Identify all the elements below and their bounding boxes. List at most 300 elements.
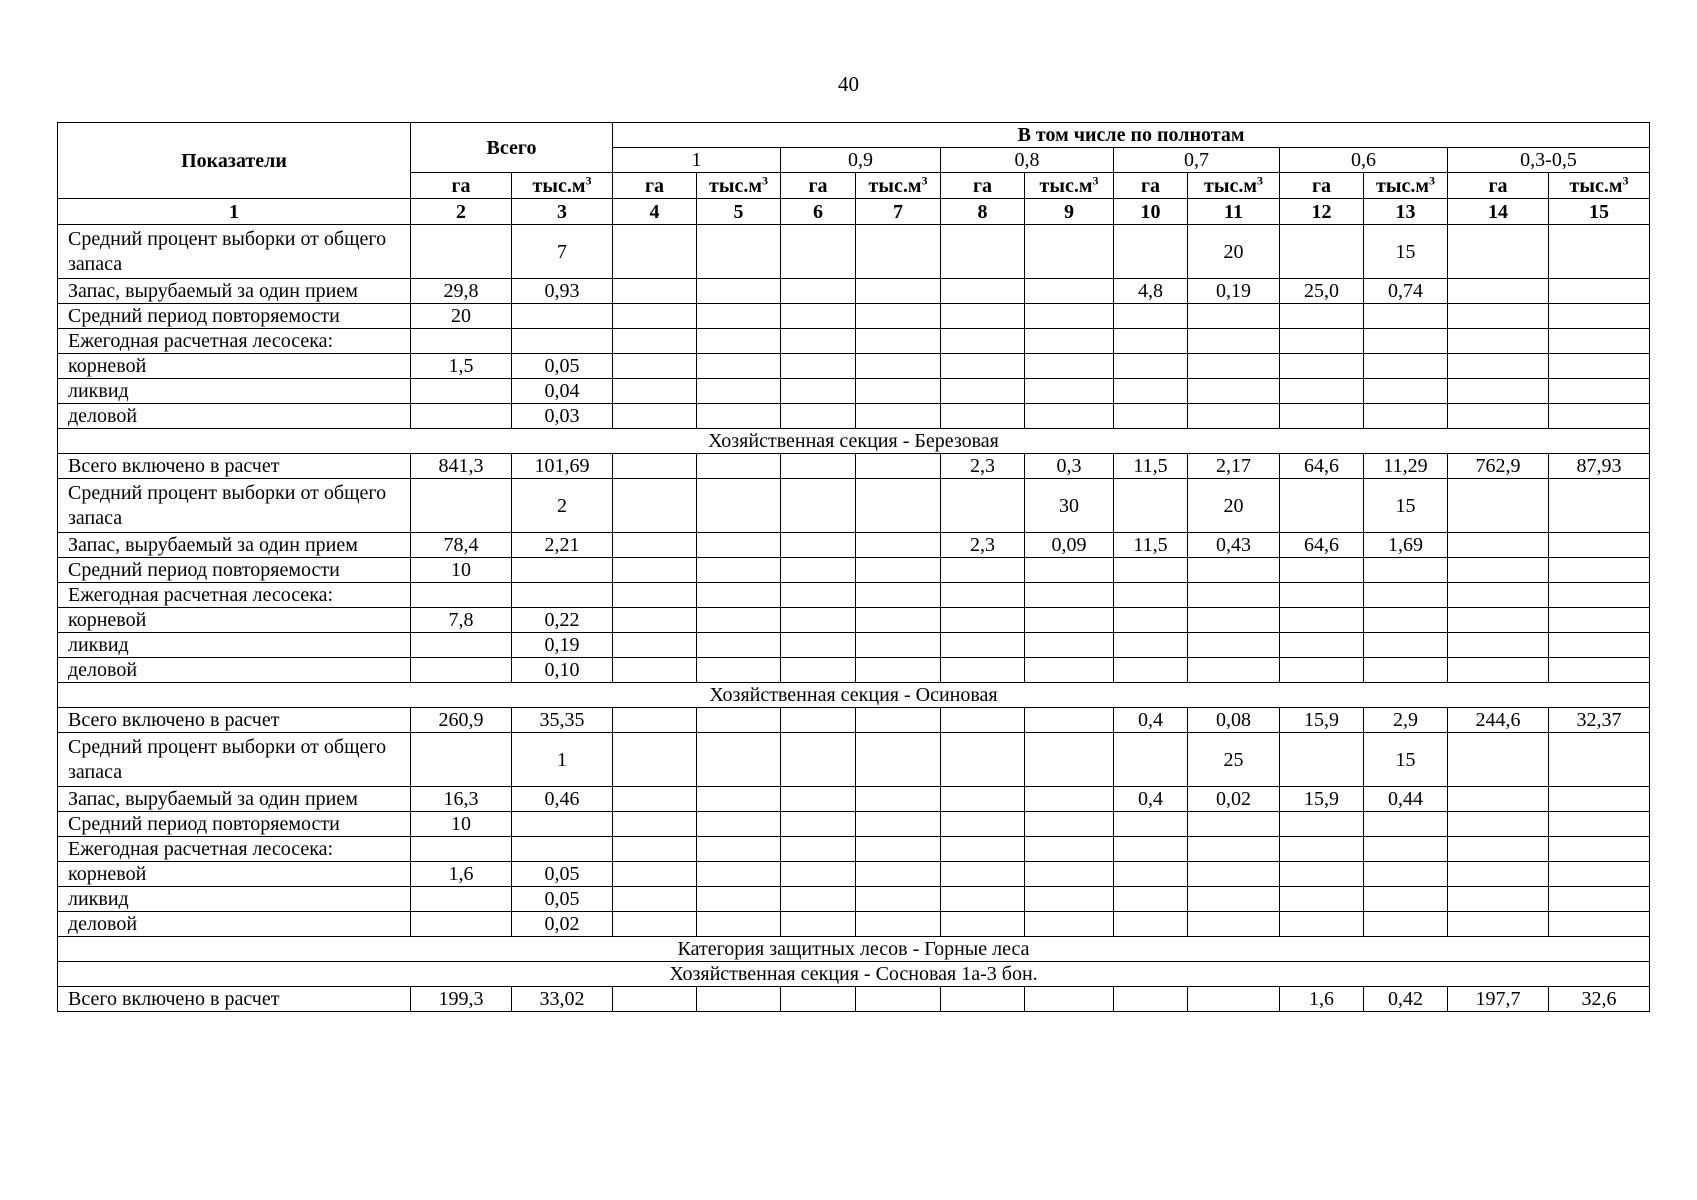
table-cell: 15 bbox=[1364, 733, 1448, 787]
table-cell bbox=[1280, 862, 1364, 887]
table-cell bbox=[1025, 812, 1114, 837]
row-label: корневой bbox=[58, 608, 411, 633]
table-cell: 15,9 bbox=[1280, 708, 1364, 733]
table-row bbox=[58, 583, 1650, 608]
table-cell bbox=[1025, 225, 1114, 279]
table-cell bbox=[1280, 354, 1364, 379]
table-cell: 0,05 bbox=[512, 887, 613, 912]
table-cell bbox=[1448, 279, 1549, 304]
table-cell bbox=[1448, 608, 1549, 633]
table-cell bbox=[1188, 379, 1280, 404]
table-cell bbox=[613, 379, 697, 404]
page-number: 40 bbox=[838, 72, 859, 96]
table-cell bbox=[1280, 379, 1364, 404]
table-cell bbox=[1188, 583, 1280, 608]
table-cell bbox=[856, 608, 941, 633]
table-cell bbox=[781, 379, 856, 404]
row-label: Всего включено в расчет bbox=[58, 454, 411, 479]
table-cell bbox=[1549, 912, 1650, 937]
unit-volume-text: тыс.м bbox=[1204, 174, 1257, 197]
table-cell bbox=[941, 404, 1025, 429]
table-cell bbox=[941, 354, 1025, 379]
row-label: Средний процент выборки от общего запаса bbox=[58, 479, 411, 533]
table-row bbox=[58, 479, 1650, 533]
table-cell bbox=[411, 225, 512, 279]
table-cell bbox=[512, 558, 613, 583]
table-cell bbox=[697, 379, 781, 404]
column-number: 11 bbox=[1188, 199, 1280, 225]
table-cell bbox=[613, 608, 697, 633]
table-cell: 10 bbox=[411, 558, 512, 583]
column-number: 13 bbox=[1364, 199, 1448, 225]
table-cell bbox=[1549, 379, 1650, 404]
table-cell: 197,7 bbox=[1448, 987, 1549, 1012]
table-cell bbox=[613, 812, 697, 837]
table-cell bbox=[411, 329, 512, 354]
column-number: 14 bbox=[1448, 199, 1549, 225]
table-cell bbox=[856, 837, 941, 862]
table-cell bbox=[1025, 354, 1114, 379]
row-label: деловой bbox=[58, 912, 411, 937]
table-cell: 244,6 bbox=[1448, 708, 1549, 733]
table-cell bbox=[411, 733, 512, 787]
table-cell bbox=[1364, 887, 1448, 912]
table-cell bbox=[781, 479, 856, 533]
table-cell: 1 bbox=[512, 733, 613, 787]
table-cell: 101,69 bbox=[512, 454, 613, 479]
table-cell: 0,43 bbox=[1188, 533, 1280, 558]
table-cell bbox=[1280, 404, 1364, 429]
unit-area-header: га bbox=[411, 173, 512, 199]
table-cell bbox=[1025, 708, 1114, 733]
table-cell bbox=[856, 533, 941, 558]
table-cell: 15,9 bbox=[1280, 787, 1364, 812]
row-label: Запас, вырубаемый за один прием bbox=[58, 533, 411, 558]
table-cell bbox=[613, 304, 697, 329]
unit-area-header: га bbox=[613, 173, 697, 199]
unit-volume-text: тыс.м bbox=[532, 174, 586, 197]
table-row bbox=[58, 837, 1650, 862]
table-cell bbox=[856, 887, 941, 912]
table-cell bbox=[1280, 633, 1364, 658]
table-cell bbox=[411, 912, 512, 937]
unit-volume-superscript: 3 bbox=[1256, 172, 1263, 187]
table-cell bbox=[1549, 304, 1650, 329]
table-cell bbox=[1114, 304, 1188, 329]
table-cell bbox=[1364, 304, 1448, 329]
table-cell bbox=[1025, 633, 1114, 658]
table-cell: 1,69 bbox=[1364, 533, 1448, 558]
table-cell bbox=[781, 862, 856, 887]
section-title: Хозяйственная секция - Осиновая bbox=[58, 683, 1650, 708]
unit-volume-text: тыс.м bbox=[1569, 174, 1623, 197]
table-cell bbox=[1114, 658, 1188, 683]
table-cell bbox=[781, 987, 856, 1012]
table-cell bbox=[941, 329, 1025, 354]
unit-area-header: га bbox=[781, 173, 856, 199]
table-cell: 11,5 bbox=[1114, 454, 1188, 479]
table-cell bbox=[781, 708, 856, 733]
forest-table-container bbox=[57, 122, 1650, 1012]
table-cell bbox=[1188, 354, 1280, 379]
unit-volume-text: тыс.м bbox=[709, 174, 762, 197]
table-cell bbox=[1025, 379, 1114, 404]
table-cell bbox=[1188, 608, 1280, 633]
table-cell bbox=[1549, 583, 1650, 608]
section-title: Хозяйственная секция - Березовая bbox=[58, 429, 1650, 454]
header-row-1 bbox=[58, 123, 1650, 148]
row-label: ликвид bbox=[58, 887, 411, 912]
unit-volume-superscript: 3 bbox=[1092, 172, 1099, 187]
table-cell bbox=[613, 454, 697, 479]
section-header-row bbox=[58, 683, 1650, 708]
table-cell bbox=[856, 404, 941, 429]
table-cell bbox=[1188, 837, 1280, 862]
unit-volume-header bbox=[1364, 173, 1448, 199]
table-cell: 64,6 bbox=[1280, 454, 1364, 479]
table-cell bbox=[697, 533, 781, 558]
table-cell bbox=[613, 912, 697, 937]
table-cell: 2 bbox=[512, 479, 613, 533]
table-cell bbox=[1364, 354, 1448, 379]
table-cell bbox=[1549, 787, 1650, 812]
table-cell bbox=[1549, 733, 1650, 787]
table-cell bbox=[1114, 404, 1188, 429]
table-cell bbox=[941, 987, 1025, 1012]
table-row bbox=[58, 633, 1650, 658]
table-cell bbox=[781, 558, 856, 583]
table-cell: 260,9 bbox=[411, 708, 512, 733]
table-cell: 0,19 bbox=[1188, 279, 1280, 304]
unit-volume-header bbox=[856, 173, 941, 199]
table-cell bbox=[1114, 608, 1188, 633]
table-cell bbox=[856, 987, 941, 1012]
table-cell bbox=[856, 633, 941, 658]
table-cell bbox=[1280, 225, 1364, 279]
row-label: корневой bbox=[58, 354, 411, 379]
table-cell bbox=[512, 812, 613, 837]
header-density: 0,3-0,5 bbox=[1448, 148, 1650, 173]
unit-volume-text: тыс.м bbox=[1376, 174, 1429, 197]
column-number: 15 bbox=[1549, 199, 1650, 225]
table-cell: 20 bbox=[1188, 479, 1280, 533]
table-cell bbox=[1280, 608, 1364, 633]
table-cell: 25,0 bbox=[1280, 279, 1364, 304]
table-cell bbox=[1280, 887, 1364, 912]
table-cell bbox=[613, 862, 697, 887]
table-row bbox=[58, 304, 1650, 329]
unit-volume-text: тыс.м bbox=[1039, 174, 1093, 197]
table-cell bbox=[1025, 279, 1114, 304]
table-cell bbox=[856, 304, 941, 329]
table-row bbox=[58, 558, 1650, 583]
table-cell bbox=[1188, 304, 1280, 329]
table-cell bbox=[1549, 533, 1650, 558]
table-cell bbox=[1280, 658, 1364, 683]
table-row bbox=[58, 354, 1650, 379]
unit-volume-superscript: 3 bbox=[585, 172, 592, 187]
table-cell bbox=[1448, 633, 1549, 658]
table-cell bbox=[856, 329, 941, 354]
table-row bbox=[58, 862, 1650, 887]
table-cell bbox=[697, 887, 781, 912]
table-cell bbox=[1114, 837, 1188, 862]
table-cell: 0,05 bbox=[512, 862, 613, 887]
table-cell: 1,6 bbox=[1280, 987, 1364, 1012]
table-cell bbox=[781, 583, 856, 608]
table-cell bbox=[1114, 583, 1188, 608]
table-cell bbox=[1114, 479, 1188, 533]
table-cell: 29,8 bbox=[411, 279, 512, 304]
table-cell bbox=[1114, 812, 1188, 837]
table-cell bbox=[856, 733, 941, 787]
table-cell bbox=[411, 887, 512, 912]
table-cell bbox=[1448, 837, 1549, 862]
table-cell bbox=[512, 304, 613, 329]
table-cell bbox=[1114, 887, 1188, 912]
table-cell bbox=[781, 329, 856, 354]
table-cell bbox=[697, 329, 781, 354]
table-cell bbox=[856, 225, 941, 279]
table-cell bbox=[856, 812, 941, 837]
table-cell bbox=[1549, 479, 1650, 533]
table-cell bbox=[1448, 533, 1549, 558]
unit-volume-header bbox=[1549, 173, 1650, 199]
table-cell bbox=[781, 454, 856, 479]
table-cell: 1,6 bbox=[411, 862, 512, 887]
table-cell bbox=[781, 354, 856, 379]
table-cell bbox=[1188, 658, 1280, 683]
table-cell bbox=[1549, 404, 1650, 429]
table-cell bbox=[1549, 558, 1650, 583]
table-cell bbox=[697, 862, 781, 887]
table-cell bbox=[1025, 912, 1114, 937]
table-cell bbox=[613, 987, 697, 1012]
table-cell bbox=[697, 354, 781, 379]
table-cell bbox=[1188, 558, 1280, 583]
unit-volume-superscript: 3 bbox=[1622, 172, 1629, 187]
table-cell bbox=[1025, 987, 1114, 1012]
table-row bbox=[58, 658, 1650, 683]
unit-area-header: га bbox=[1114, 173, 1188, 199]
table-cell: 10 bbox=[411, 812, 512, 837]
table-cell: 87,93 bbox=[1549, 454, 1650, 479]
table-cell bbox=[697, 479, 781, 533]
table-cell bbox=[613, 225, 697, 279]
table-cell bbox=[1549, 225, 1650, 279]
table-cell bbox=[856, 354, 941, 379]
table-cell bbox=[941, 379, 1025, 404]
table-cell bbox=[941, 583, 1025, 608]
unit-area-header: га bbox=[941, 173, 1025, 199]
table-cell bbox=[1280, 812, 1364, 837]
table-cell bbox=[697, 225, 781, 279]
table-cell bbox=[1280, 837, 1364, 862]
table-cell bbox=[1188, 812, 1280, 837]
table-cell bbox=[1025, 404, 1114, 429]
table-cell bbox=[1114, 633, 1188, 658]
table-row bbox=[58, 912, 1650, 937]
table-cell bbox=[1448, 304, 1549, 329]
table-cell bbox=[613, 708, 697, 733]
table-cell bbox=[1280, 733, 1364, 787]
table-cell bbox=[781, 633, 856, 658]
table-cell: 15 bbox=[1364, 225, 1448, 279]
header-density: 0,8 bbox=[941, 148, 1114, 173]
table-cell bbox=[1188, 862, 1280, 887]
table-cell bbox=[1025, 837, 1114, 862]
header-density: 0,6 bbox=[1280, 148, 1448, 173]
table-cell bbox=[1114, 733, 1188, 787]
table-cell bbox=[411, 404, 512, 429]
column-number: 3 bbox=[512, 199, 613, 225]
table-cell bbox=[941, 708, 1025, 733]
table-cell bbox=[1280, 583, 1364, 608]
table-cell bbox=[781, 608, 856, 633]
table-cell bbox=[1025, 862, 1114, 887]
table-row bbox=[58, 329, 1650, 354]
table-cell bbox=[1280, 558, 1364, 583]
table-body bbox=[58, 123, 1650, 1012]
header-density: 0,7 bbox=[1114, 148, 1280, 173]
row-label: Средний период повторяемости bbox=[58, 558, 411, 583]
unit-volume-header bbox=[1025, 173, 1114, 199]
table-row bbox=[58, 279, 1650, 304]
table-cell bbox=[856, 379, 941, 404]
table-cell: 35,35 bbox=[512, 708, 613, 733]
table-cell bbox=[1549, 812, 1650, 837]
header-including-by-density: В том числе по полнотам bbox=[613, 123, 1650, 148]
table-cell bbox=[1364, 608, 1448, 633]
table-cell bbox=[697, 404, 781, 429]
table-cell: 0,05 bbox=[512, 354, 613, 379]
table-row bbox=[58, 787, 1650, 812]
column-number: 9 bbox=[1025, 199, 1114, 225]
table-cell bbox=[941, 633, 1025, 658]
table-cell bbox=[613, 329, 697, 354]
table-cell bbox=[1448, 479, 1549, 533]
table-cell bbox=[697, 633, 781, 658]
table-cell bbox=[941, 887, 1025, 912]
table-cell bbox=[941, 733, 1025, 787]
table-cell: 0,42 bbox=[1364, 987, 1448, 1012]
table-cell bbox=[941, 658, 1025, 683]
table-cell bbox=[781, 533, 856, 558]
row-label: ликвид bbox=[58, 633, 411, 658]
table-cell bbox=[941, 862, 1025, 887]
table-cell bbox=[1114, 225, 1188, 279]
table-cell bbox=[613, 279, 697, 304]
table-cell bbox=[1025, 658, 1114, 683]
row-label: ликвид bbox=[58, 379, 411, 404]
table-cell bbox=[697, 987, 781, 1012]
table-cell bbox=[856, 912, 941, 937]
table-cell: 0,09 bbox=[1025, 533, 1114, 558]
unit-area-header: га bbox=[1280, 173, 1364, 199]
table-cell bbox=[697, 912, 781, 937]
row-label: Ежегодная расчетная лесосека: bbox=[58, 583, 411, 608]
table-cell: 0,19 bbox=[512, 633, 613, 658]
table-cell bbox=[941, 812, 1025, 837]
table-cell bbox=[697, 733, 781, 787]
table-cell bbox=[1364, 558, 1448, 583]
header-density: 0,9 bbox=[781, 148, 941, 173]
table-cell bbox=[613, 404, 697, 429]
table-cell: 762,9 bbox=[1448, 454, 1549, 479]
table-row bbox=[58, 987, 1650, 1012]
table-cell bbox=[1025, 787, 1114, 812]
unit-area-header: га bbox=[1448, 173, 1549, 199]
table-cell bbox=[1114, 379, 1188, 404]
table-cell: 25 bbox=[1188, 733, 1280, 787]
table-cell bbox=[512, 837, 613, 862]
row-label: Средний процент выборки от общего запаса bbox=[58, 733, 411, 787]
column-number: 10 bbox=[1114, 199, 1188, 225]
section-header-row bbox=[58, 429, 1650, 454]
table-cell bbox=[1549, 862, 1650, 887]
table-cell bbox=[697, 812, 781, 837]
table-cell bbox=[941, 304, 1025, 329]
table-cell bbox=[1025, 329, 1114, 354]
table-cell bbox=[856, 279, 941, 304]
table-row bbox=[58, 812, 1650, 837]
table-cell bbox=[1364, 837, 1448, 862]
table-cell: 0,4 bbox=[1114, 787, 1188, 812]
table-cell bbox=[781, 837, 856, 862]
row-label: Средний период повторяемости bbox=[58, 304, 411, 329]
table-cell: 0,93 bbox=[512, 279, 613, 304]
table-cell bbox=[781, 225, 856, 279]
table-cell: 2,9 bbox=[1364, 708, 1448, 733]
table-cell bbox=[613, 787, 697, 812]
table-cell bbox=[1549, 279, 1650, 304]
table-cell bbox=[1549, 633, 1650, 658]
table-cell bbox=[856, 862, 941, 887]
table-cell bbox=[1549, 837, 1650, 862]
column-number: 7 bbox=[856, 199, 941, 225]
table-cell: 199,3 bbox=[411, 987, 512, 1012]
unit-volume-superscript: 3 bbox=[921, 172, 928, 187]
table-cell bbox=[411, 479, 512, 533]
table-cell bbox=[1025, 304, 1114, 329]
unit-volume-header bbox=[512, 173, 613, 199]
table-cell bbox=[1188, 404, 1280, 429]
table-cell: 0,08 bbox=[1188, 708, 1280, 733]
table-cell bbox=[697, 787, 781, 812]
table-cell bbox=[411, 658, 512, 683]
table-cell bbox=[1549, 608, 1650, 633]
table-cell bbox=[613, 354, 697, 379]
table-cell bbox=[697, 837, 781, 862]
table-cell bbox=[1549, 658, 1650, 683]
table-cell: 2,3 bbox=[941, 454, 1025, 479]
table-cell bbox=[1364, 862, 1448, 887]
table-row bbox=[58, 608, 1650, 633]
column-number: 8 bbox=[941, 199, 1025, 225]
table-cell bbox=[1448, 379, 1549, 404]
table-cell: 0,02 bbox=[512, 912, 613, 937]
table-cell: 0,3 bbox=[1025, 454, 1114, 479]
table-cell: 0,10 bbox=[512, 658, 613, 683]
table-cell: 78,4 bbox=[411, 533, 512, 558]
table-cell bbox=[781, 887, 856, 912]
table-cell bbox=[697, 304, 781, 329]
column-number: 1 bbox=[58, 199, 411, 225]
table-cell bbox=[1280, 304, 1364, 329]
table-cell: 7 bbox=[512, 225, 613, 279]
table-cell bbox=[1448, 787, 1549, 812]
table-cell bbox=[697, 454, 781, 479]
